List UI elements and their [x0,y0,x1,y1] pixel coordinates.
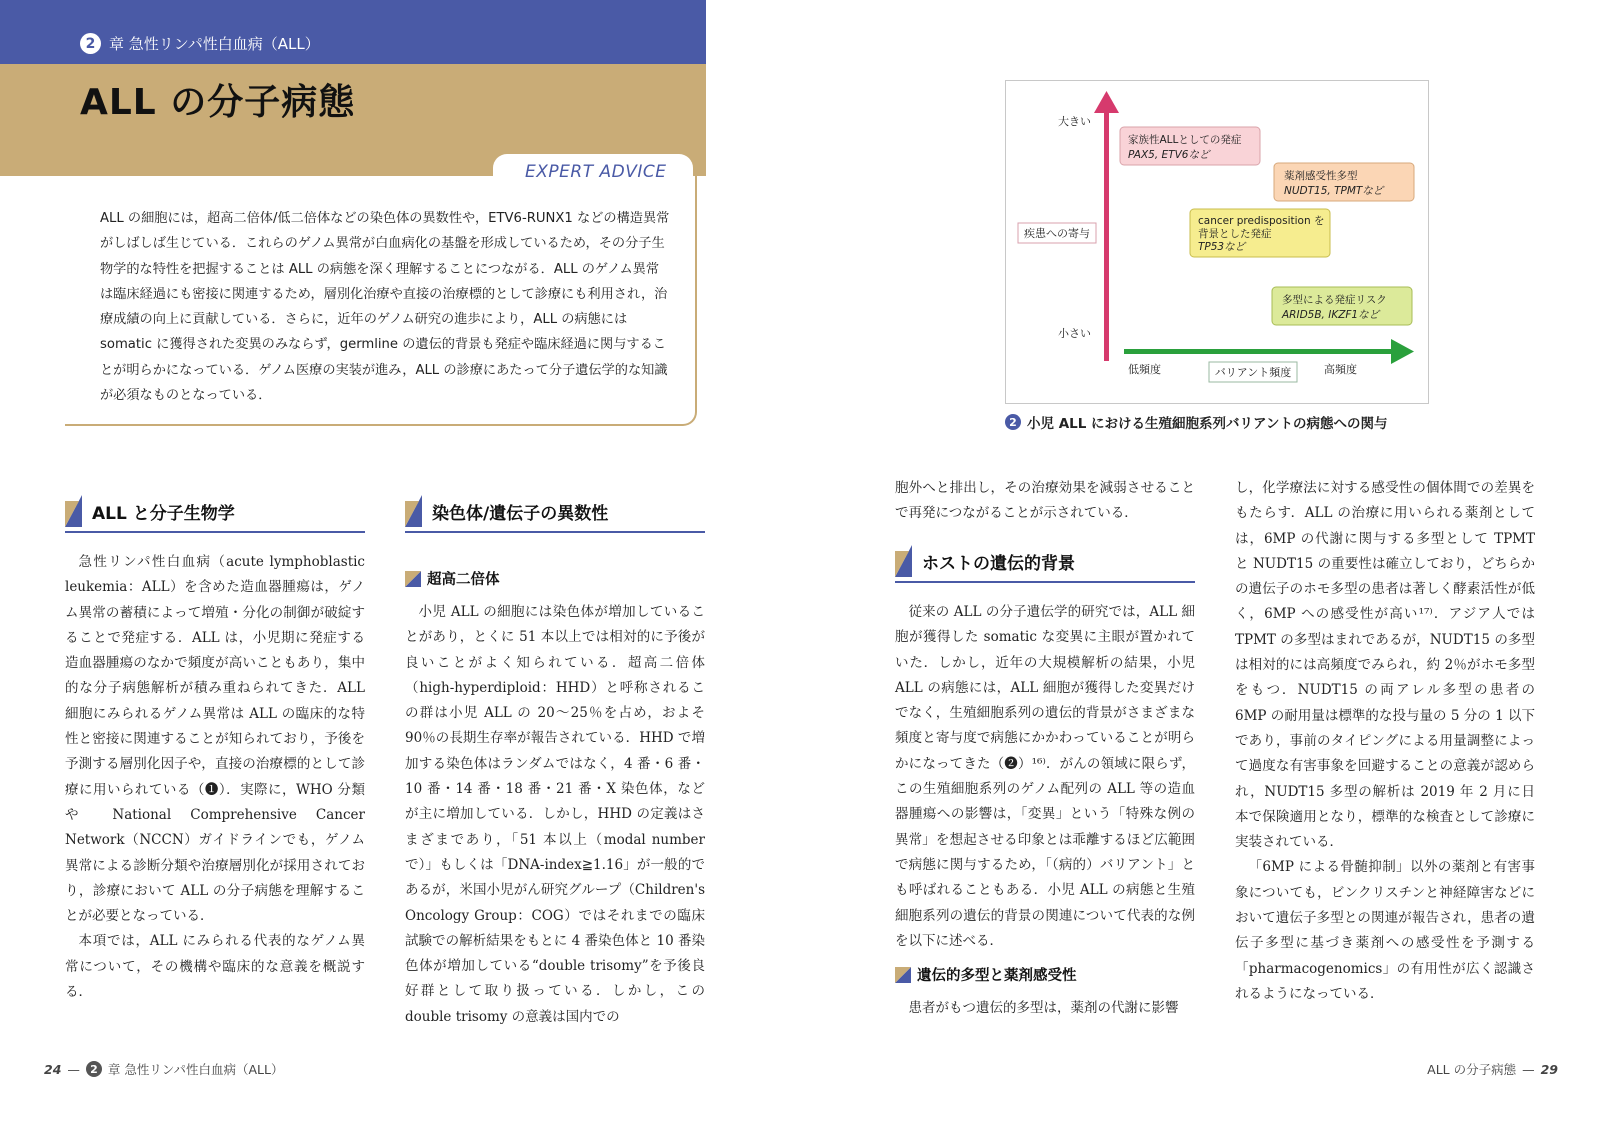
col1-body [65,550,365,1005]
cancer-predisposition-line2: 背景とした発症 [1198,228,1272,240]
subsection-marker-icon [895,967,911,983]
subheading-text: 遺伝的多型と薬剤感受性 [917,968,1077,984]
right-page-footer [1427,1060,1558,1078]
col3-paragraph-1: 従来の ALL の分子遺伝学的研究では，ALL 細胞が獲得した somatic な変異に主眼が置かれていた．しかし，近年の大規模解析の結果，小児 ALL の病態には，ALL 細胞が獲得した変異だけでなく，生殖細胞系列の遺伝的背景がさまざまな頻度と寄与度で病態にかかわっていることが明らかになってきた（❷）¹⁶⁾．がんの領域に限らず，この生殖細胞系列のゲノム配列の ALL 等の造血器腫瘍への影響は，「変異」という「特殊な例の異常」を想起させる印象とは乖離するほど広範囲で病態に関与するため，「（病的）バリアント」とも呼ばれることもある．小児 ALL の病態と生殖細胞系列の遺伝的背景の関連について代表的な例を以下に述べる． [895,604,1195,949]
col3-paragraph-2: 患者がもつ遺伝的多型は，薬剤の代謝に影響 [908,1000,1179,1016]
col1-heading-block [65,495,365,533]
horizontal-arrow-shaft [1124,349,1394,354]
section-heading-aneuploidy [405,495,705,533]
section-heading-molecular-biology [65,495,365,533]
figure-panel [1005,80,1429,404]
col1-paragraph-2: 本項では，ALL にみられる代表的なゲノム異常について，その機構や臨床的な意義を概説する． [65,933,365,1001]
figure-caption-text: 小児 ALL における生殖細胞系列バリアントの病態への関与 [1027,416,1388,432]
familial-all-line2: PAX5, ETV6など [1128,149,1210,161]
left-footer-chapter: 章 急性リンパ性白血病（ALL） [107,1062,284,1077]
expert-advice-label: EXPERT ADVICE [525,162,667,182]
col4-paragraph-1: し，化学療法に対する感受性の個体間での差異をもたらす．ALL の治療に用いられる薬剤としては，6MP の代謝に関与する多型として TPMT と NUDT15 の重要性は確立しており，どちらかの遺伝子のホモ多型の患者は著しく酵素活性が低く，6MP への感受性が高い¹⁷⁾．アジア人では TPMT の多型はまれであるが，NUDT15 の多型は相対的には高頻度でみられ，約 2％がホモ多型をもつ．NUDT15 の両アレル多型の患者の 6MP の耐用量は標準的な投与量の 5 分の 1 以下であり，事前のタイピングによる用量調整によって過度な有害事象を回避することの意義が認められ，NUDT15 多型の解析は 2019 年 2 月に日本で保険適用となり，標準的な検査として診療に実装されている． [1235,480,1535,851]
col1-paragraph-1: 急性リンパ性白血病（acute lymphoblastic leukemia：ALL）を含めた造血器腫瘍は，ゲノム異常の蓄積によって増殖・分化の制御が破綻することで発症する．ALL は，小児期に発症する造血器腫瘍のなかで頻度が高いこともあり，集中的な分子病態解析が積み重ねられてきた．ALL 細胞にみられるゲノム異常は ALL の臨床的な特性と密接に関連することが知られており，予後を予測する層別化因子や，直接の治療標的として診療に用いられている（❶）．実際に，WHO 分類や National Comprehensive Cancer Network（NCCN）ガイドラインでも，ゲノム異常による診断分類や治療層別化が採用されており，診療において ALL の分子病態を理解することが必要となっている． [65,554,365,925]
section-marker-icon [405,495,422,527]
subheading-polymorphism [895,964,1077,985]
section-heading-text: ホストの遺伝的背景 [922,553,1075,574]
right-footer-dash: — [1522,1061,1535,1077]
subheading-hyperdiploid [405,568,500,589]
footer-chapter-badge: 2 [86,1061,102,1077]
advice-text: ALL の細胞には，超高二倍体/低二倍体などの染色体の異数性や，ETV6-RUNX1 などの構造異常がしばしば生じている．これらのゲノム異常が白血病化の基盤を形成しているため，その分子生物学的な特性を把握することは ALL の病態を深く理解することにつながる．ALL のゲノム異常は臨床経過にも密接に関連するため，層別化治療や直接の治療標的として診療にも利用され，治療成績の向上に貢献している．さらに，近年のゲノム研究の進歩により，ALL の病態には somatic に獲得された変異のみならず，germline の遺伝的背景も発症や臨床経過に関与することが明らかになっている．ゲノム医療の実装が進み，ALL の診療にあたって分子遺伝学的な知識が必須なものとなっている． [100,211,670,404]
subsection-marker-icon [405,571,421,587]
left-page-footer [44,1060,284,1078]
polymorphism-risk-line1: 多型による発症リスク [1282,294,1387,306]
figure-number-badge: 2 [1005,414,1021,430]
right-footer-title: ALL の分子病態 [1427,1062,1517,1077]
section-heading-text: ALL と分子生物学 [92,503,235,524]
section-marker-icon [65,495,82,527]
y-axis-label: 疾患への寄与 [1024,227,1090,240]
section-heading-text: 染色体/遺伝子の異数性 [432,503,609,524]
col2-paragraph-1: 小児 ALL の細胞には染色体が増加していることがあり，とくに 51 本以上では相対的に予後が良いことがよく知られている．超高二倍体（high-hyperdiploid：HHD）と呼称されるこの群は小児 ALL の 20〜25％を占め，およそ 90％の長期生存率が報告されている．HHD で増加する染色体はランダムではなく，4 番・6 番・10 番・14 番・18 番・21 番・X 染色体，などが主に増加している．しかし，HHD の定義はさまざまであり，「51 本以上（modal number で）」もしくは「DNA-index≧1.16」が一般的であるが，米国小児がん研究グループ（Children's Oncology Group：COG）ではそれまでの臨床試験での解析結果をもとに 4 番染色体と 10 番染色体が増加している“double trisomy”を予後良好群として取り扱っている．しかし，この double trisomy の意義は国内での [405,604,705,1025]
col3-body [895,600,1195,954]
drug-sensitivity-line1: 薬剤感受性多型 [1284,170,1358,182]
col3-paragraph-0: 胞外へと排出し，その治療効果を減弱させることで再発につながることが示されている． [895,480,1195,522]
col2-body [405,600,705,1030]
chapter-number-badge: 2 [80,33,101,54]
subheading-text: 超高二倍体 [427,572,500,588]
vertical-arrow-shaft [1104,109,1109,361]
col4-body [1235,476,1535,1007]
col4-paragraph-2: 「6MP による骨髄抑制」以外の薬剤と有害事象についても，ビンクリスチンと神経障害などにおいて遺伝子多型との関連が報告され，患者の遺伝子多型に基づき薬剤への感受性を予測する「pharmacogenomics」の有用性が広く認識されるようになっている． [1235,859,1535,1002]
chapter-header-bar [0,0,706,64]
vertical-arrow-head [1094,91,1119,113]
chapter-label [80,33,320,54]
left-footer-dash: — [67,1061,80,1077]
col3-top [895,476,1195,527]
x-axis-low-label: 低頻度 [1128,363,1161,376]
section-marker-icon [895,545,912,577]
y-axis-high-label: 大きい [1058,115,1091,128]
cancer-predisposition-line1: cancer predisposition を [1198,215,1325,227]
drug-sensitivity-line2: NUDT15, TPMTなど [1284,185,1384,197]
figure-caption [1005,412,1388,432]
familial-all-line1: 家族性ALLとしての発症 [1128,134,1242,146]
x-axis-high-label: 高頻度 [1324,363,1357,376]
y-axis-low-label: 小さい [1058,327,1091,340]
right-page-number: 29 [1540,1061,1558,1077]
polymorphism-risk-line2: ARID5B, IKZF1など [1282,309,1380,321]
cancer-predisposition-line3: TP53など [1198,241,1246,253]
page-title: ALL の分子病態 [80,82,356,123]
col3-heading-block [895,545,1195,583]
variant-figure [1006,81,1428,403]
horizontal-arrow-head [1391,339,1414,364]
section-heading-host-genetics [895,545,1195,583]
left-page-number: 24 [44,1061,62,1077]
chapter-title: 章 急性リンパ性白血病（ALL） [109,35,320,53]
x-axis-label: バリアント頻度 [1214,366,1292,379]
col2-heading-block [405,495,705,533]
col3-bottom [895,996,1195,1021]
